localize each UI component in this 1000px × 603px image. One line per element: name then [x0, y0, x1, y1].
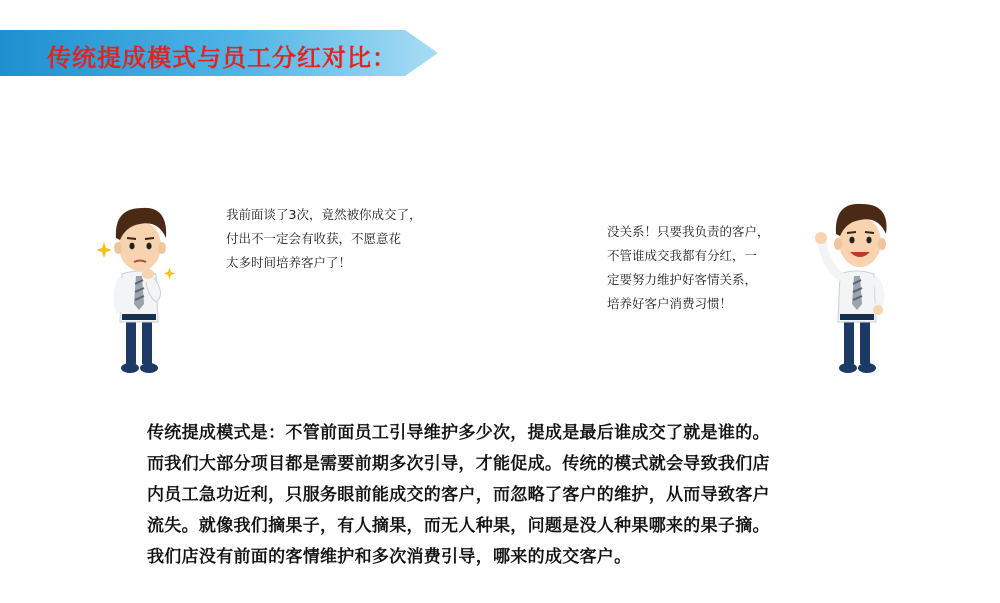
paragraph-line: 而我们大部分项目都是需要前期多次引导，才能促成。传统的模式就会导致我们店	[147, 454, 770, 474]
right-character-speech	[607, 220, 770, 316]
paragraph-line: 内员工急功近利，只服务眼前能成交的客户，而忽略了客户的维护，从而导致客户	[147, 485, 770, 505]
paragraph-line: 我们店没有前面的客情维护和多次消费引导，哪来的成交客户。	[147, 547, 632, 567]
thinking-employee-illustration	[96, 196, 186, 385]
speech-line: 我前面谈了3次，竟然被你成交了，	[226, 207, 422, 222]
comparison-explanation	[147, 418, 770, 573]
paragraph-line: 流失。就像我们摘果子，有人摘果，而无人种果，问题是没人种果哪来的果子摘。	[147, 516, 770, 536]
speech-line: 培养好客户消费习惯！	[607, 296, 733, 311]
left-character-speech	[226, 203, 421, 275]
speech-line: 太多时间培养客户了！	[226, 255, 352, 270]
speech-line: 付出不一定会有收获，不愿意花	[226, 231, 402, 246]
page-title: 传统提成模式与员工分红对比：	[47, 44, 397, 72]
speech-line: 不管谁成交我都有分红，一	[607, 248, 758, 263]
speech-line: 没关系！只要我负责的客户，	[607, 224, 770, 239]
speech-line: 定要努力维护好客情关系，	[607, 272, 758, 287]
paragraph-line: 传统提成模式是：不管前面员工引导维护多少次，提成是最后谁成交了就是谁的。	[147, 423, 770, 443]
happy-employee-illustration	[808, 196, 903, 385]
